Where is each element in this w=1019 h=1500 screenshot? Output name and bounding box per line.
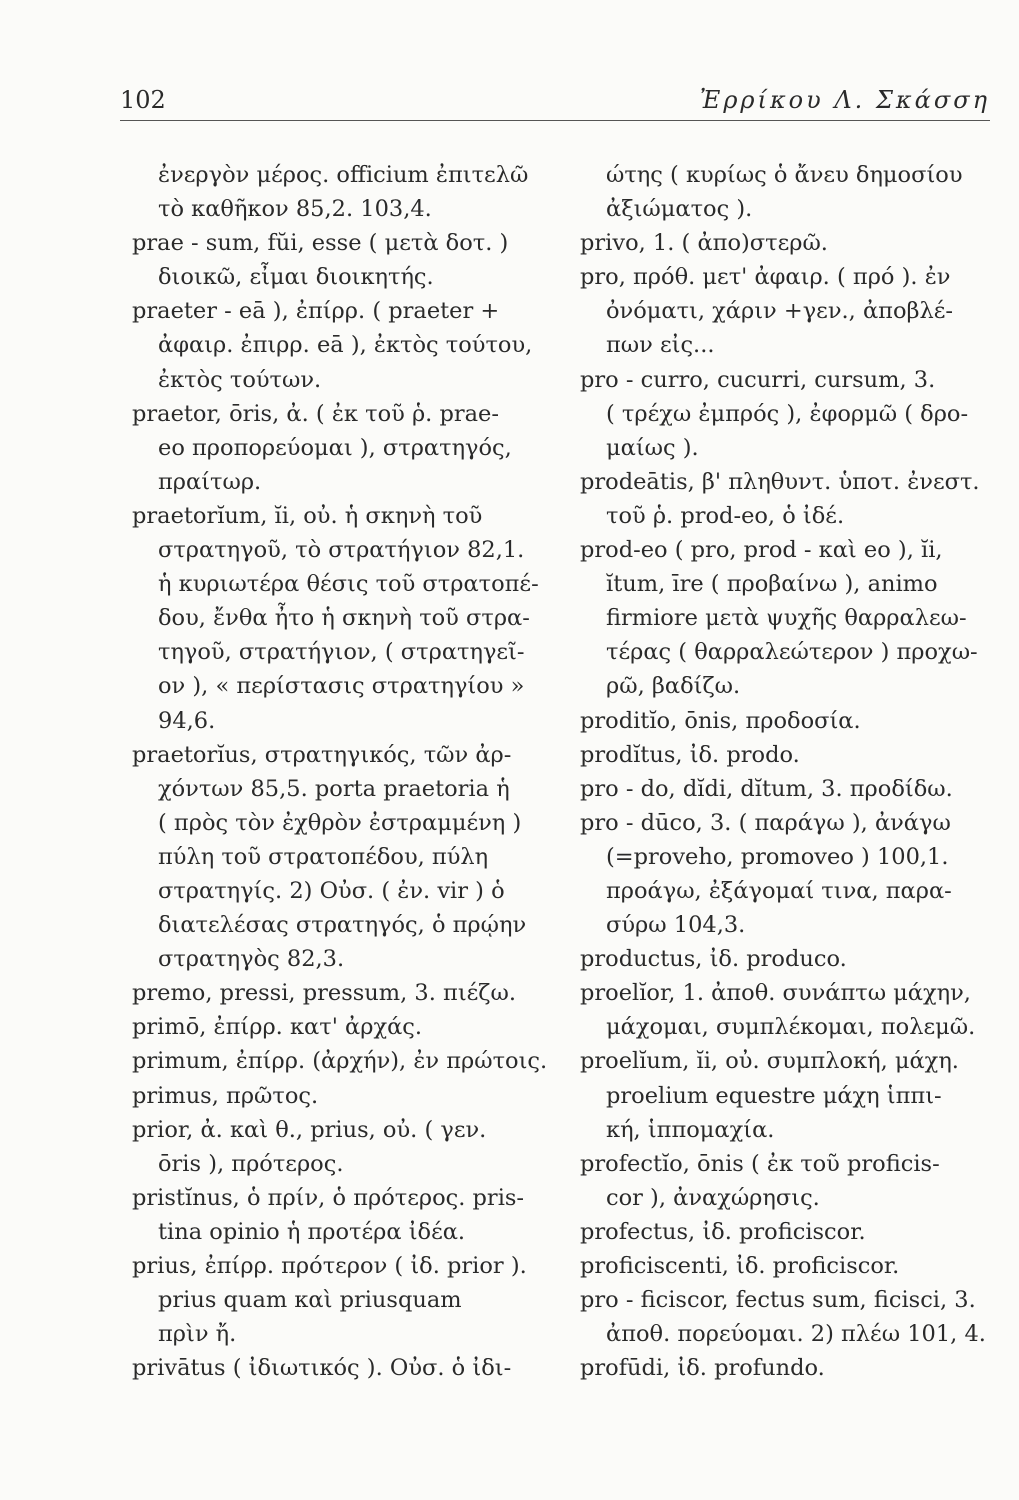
dictionary-line: pro - dūco, 3. ( παράγω ), ἀνάγω [580, 809, 951, 836]
dictionary-line: πρὶν ἤ. [158, 1321, 237, 1348]
dictionary-line: στρατηγίς. 2) Οὐσ. ( ἐν. vir ) ὁ [158, 877, 505, 904]
dictionary-line: proditĭo, ōnis, προδοσία. [580, 707, 861, 734]
dictionary-line: πραίτωρ. [158, 468, 262, 495]
dictionary-line: eo προπορεύομαι ), στρατηγός, [158, 434, 512, 461]
dictionary-line: ōris ), πρότερος. [158, 1150, 344, 1177]
right-column [580, 158, 990, 1385]
header-rule [120, 120, 990, 121]
dictionary-line: tina opinio ἡ προτέρα ἰδέα. [158, 1218, 466, 1245]
dictionary-line: (=proveho, promoveo ) 100,1. [606, 843, 949, 870]
dictionary-line: privātus ( ἰδιωτικός ). Οὐσ. ὁ ἰδι- [132, 1355, 512, 1382]
dictionary-line: proelĭor, 1. ἀποθ. συνάπτω μάχην, [580, 980, 971, 1007]
dictionary-line: praetorĭus, στρατηγικός, τῶν ἀρ- [132, 741, 512, 768]
dictionary-line: τέρας ( θαρραλεώτερον ) προχω- [606, 639, 978, 666]
dictionary-line: profectus, ἰδ. proficiscor. [580, 1218, 866, 1245]
dictionary-line: ἐνεργὸν μέρος. officium ἐπιτελῶ [158, 162, 529, 188]
dictionary-line: ἐκτὸς τούτων. [158, 366, 322, 393]
dictionary-line: ( πρὸς τὸν ἐχθρὸν ἐστραμμένη ) [158, 809, 522, 836]
dictionary-line: πύλη τοῦ στρατοπέδου, πύλη [158, 843, 489, 870]
dictionary-line: pro - do, dĭdi, dĭtum, 3. προδίδω. [580, 775, 953, 802]
dictionary-line: premo, pressi, pressum, 3. πιέζω. [132, 980, 517, 1007]
dictionary-line: διοικῶ, εἶμαι διοικητής. [158, 264, 434, 291]
dictionary-line: τηγοῦ, στρατήγιον, ( στρατηγεῖ- [158, 639, 525, 666]
dictionary-line: ὀνόματι, χάριν +γεν., ἀποβλέ- [606, 298, 954, 325]
dictionary-line: ον ), « περίστασις στρατηγίου » [158, 673, 525, 700]
dictionary-line: διατελέσας στρατηγός, ὁ πρῴην [158, 912, 527, 939]
dictionary-line: ( τρέχω ἐμπρός ), ἐφορμῶ ( δρο- [606, 400, 969, 427]
dictionary-line: ἀφαιρ. ἐπιρρ. eā ), ἐκτὸς τούτου, [158, 332, 533, 359]
dictionary-line: μαίως ). [606, 434, 699, 461]
dictionary-line: praeter - eā ), ἐπίρρ. ( praeter + [132, 298, 500, 325]
dictionary-line: primō, ἐπίρρ. κατ' ἀρχάς. [132, 1014, 423, 1041]
dictionary-line: prior, ἀ. καὶ θ., prius, οὐ. ( γεν. [132, 1116, 487, 1143]
dictionary-line: κή, ἱππομαχία. [606, 1116, 775, 1143]
dictionary-line: τὸ καθῆκον 85,2. 103,4. [158, 196, 432, 223]
dictionary-line: στρατηγὸς 82,3. [158, 946, 345, 973]
dictionary-line: primus, πρῶτος. [132, 1082, 319, 1109]
dictionary-line: firmiore μετὰ ψυχῆς θαρραλεω- [606, 605, 967, 632]
dictionary-line: δου, ἔνθα ἦτο ἡ σκηνὴ τοῦ στρα- [158, 605, 530, 632]
dictionary-line: pristĭnus, ὁ πρίν, ὁ πρότερος. pris- [132, 1184, 525, 1211]
dictionary-line: prod-eo ( pro, prod - καὶ eo ), ĭi, [580, 537, 943, 564]
dictionary-line: cor ), ἀναχώρησις. [606, 1184, 820, 1211]
dictionary-line: στρατηγοῦ, τὸ στρατήγιον 82,1. [158, 537, 525, 564]
dictionary-line: pro - ficiscor, fectus sum, ficisci, 3. [580, 1287, 976, 1314]
dictionary-line: proelĭum, ĭi, οὐ. συμπλοκή, μάχη. [580, 1048, 959, 1075]
page-header [120, 84, 990, 120]
running-head: Ἐρρίκου Λ. Σκάσση [699, 86, 990, 114]
dictionary-line: ἀποθ. πορεύομαι. 2) πλέω 101, 4. [606, 1321, 986, 1348]
dictionary-line: προάγω, ἐξάγομαί τινα, παρα- [606, 877, 952, 904]
dictionary-line: μάχομαι, συμπλέκομαι, πολεμῶ. [606, 1014, 976, 1041]
dictionary-line: πων εἰς... [606, 332, 715, 359]
dictionary-line: σύρω 104,3. [606, 912, 746, 939]
dictionary-line: profūdi, ἰδ. profundo. [580, 1355, 825, 1382]
left-column [132, 158, 552, 1385]
dictionary-line: prodeātis, β' πληθυντ. ὑποτ. ἐνεστ. [580, 468, 980, 495]
page-number: 102 [120, 86, 166, 114]
dictionary-line: 94,6. [158, 707, 216, 734]
dictionary-line: prodĭtus, ἰδ. prodo. [580, 741, 800, 768]
dictionary-line: productus, ἰδ. produco. [580, 946, 847, 973]
dictionary-line: ἀξιώματος ). [606, 196, 753, 223]
dictionary-line: privo, 1. ( ἀπο)στερῶ. [580, 230, 828, 257]
dictionary-line: praetorĭum, ĭi, οὐ. ἡ σκηνὴ τοῦ [132, 502, 483, 529]
dictionary-line: proficiscenti, ἰδ. proficiscor. [580, 1253, 900, 1279]
dictionary-line: prius, ἐπίρρ. πρότερον ( ἰδ. prior ). [132, 1253, 527, 1279]
dictionary-line: χόντων 85,5. porta praetoria ἡ [158, 775, 510, 802]
dictionary-line: profectĭo, ōnis ( ἐκ τοῦ proficis- [580, 1150, 940, 1177]
dictionary-line: praetor, ōris, ἀ. ( ἐκ τοῦ ῥ. prae- [132, 400, 499, 427]
dictionary-line: ρῶ, βαδίζω. [606, 673, 741, 700]
dictionary-line: τοῦ ῥ. prod-eo, ὁ ἰδέ. [606, 502, 845, 529]
dictionary-line: primum, ἐπίρρ. (ἀρχήν), ἐν πρώτοις. [132, 1048, 548, 1075]
dictionary-line: ĭtum, īre ( προβαίνω ), animo [606, 571, 938, 598]
dictionary-line: prius quam καὶ priusquam [158, 1287, 462, 1314]
dictionary-line: pro - curro, cucurri, cursum, 3. [580, 366, 936, 393]
dictionary-line: proelium equestre μάχη ἱππι- [606, 1082, 942, 1109]
dictionary-line: ἡ κυριωτέρα θέσις τοῦ στρατοπέ- [158, 571, 539, 598]
dictionary-line: pro, πρόθ. μετ' ἀφαιρ. ( πρό ). ἐν [580, 264, 951, 291]
dictionary-line: prae - sum, fŭi, esse ( μετὰ δοτ. ) [132, 230, 509, 257]
dictionary-line: ώτης ( κυρίως ὁ ἄνευ δημοσίου [606, 162, 963, 188]
